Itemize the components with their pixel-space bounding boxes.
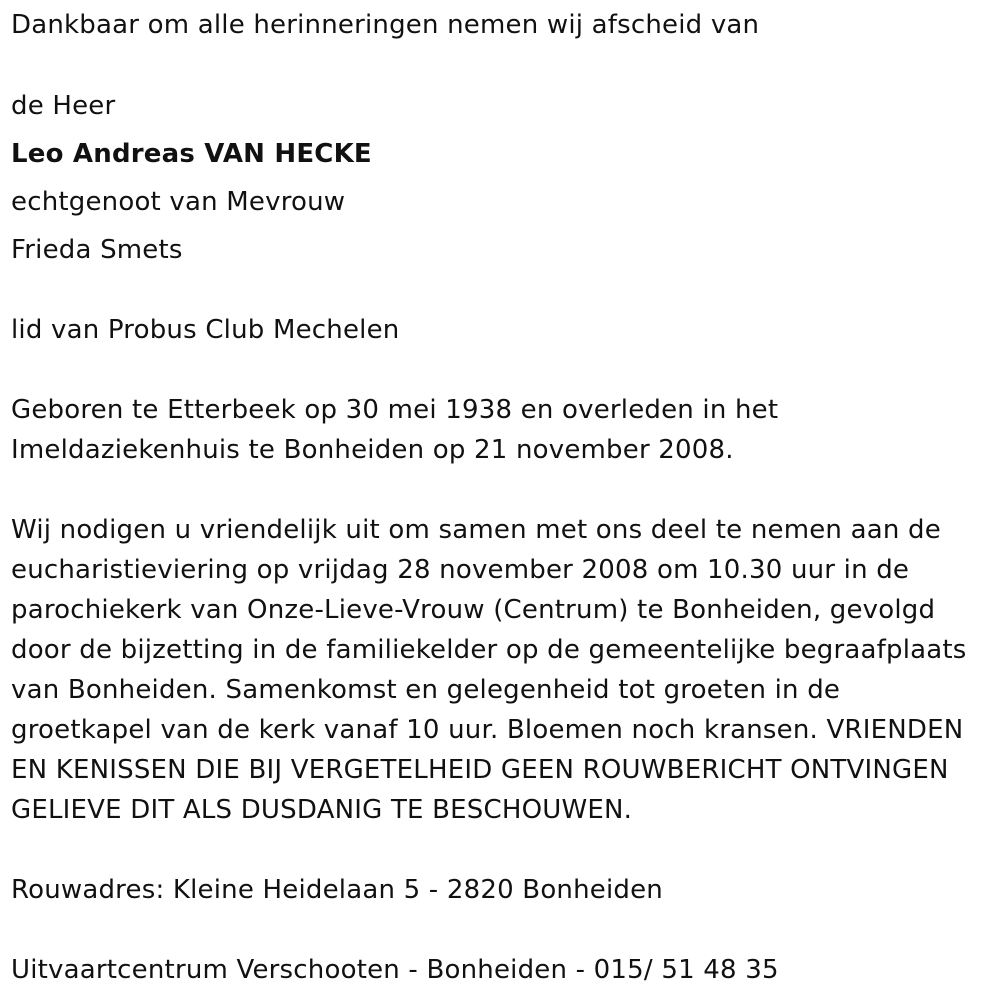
deceased-name: Leo Andreas VAN HECKE <box>11 139 372 169</box>
spouse-name: Frieda Smets <box>11 235 183 265</box>
intro-text: Dankbaar om alle herinneringen nemen wij afscheid van <box>11 10 760 40</box>
invitation-line: door de bijzetting in de familiekelder op de gemeentelijke begraafplaats <box>11 635 967 665</box>
invitation-line: parochiekerk van Onze-Lieve-Vrouw (Centrum) te Bonheiden, gevolgd <box>11 595 936 625</box>
funeral-home-contact: Uitvaartcentrum Verschooten - Bonheiden - 015/ 51 48 35 <box>11 955 779 985</box>
invitation-line: EN KENISSEN DIE BIJ VERGETELHEID GEEN ROUWBERICHT ONTVINGEN <box>11 755 949 785</box>
invitation-line: van Bonheiden. Samenkomst en gelegenheid tot groeten in de <box>11 675 841 705</box>
invitation-line: groetkapel van de kerk vanaf 10 uur. Bloemen noch kransen. VRIENDEN <box>11 715 964 745</box>
invitation-line: GELIEVE DIT ALS DUSDANIG TE BESCHOUWEN. <box>11 795 633 825</box>
membership-text: lid van Probus Club Mechelen <box>11 315 400 345</box>
birth-death-line: Imeldaziekenhuis te Bonheiden op 21 november 2008. <box>11 435 734 465</box>
mourning-address: Rouwadres: Kleine Heidelaan 5 - 2820 Bonheiden <box>11 875 663 905</box>
invitation-line: eucharistieviering op vrijdag 28 november 2008 om 10.30 uur in de <box>11 555 910 585</box>
title-prefix: de Heer <box>11 91 116 121</box>
spouse-label: echtgenoot van Mevrouw <box>11 187 346 217</box>
invitation-line: Wij nodigen u vriendelijk uit om samen met ons deel te nemen aan de <box>11 515 941 545</box>
birth-death-line: Geboren te Etterbeek op 30 mei 1938 en overleden in het <box>11 395 779 425</box>
